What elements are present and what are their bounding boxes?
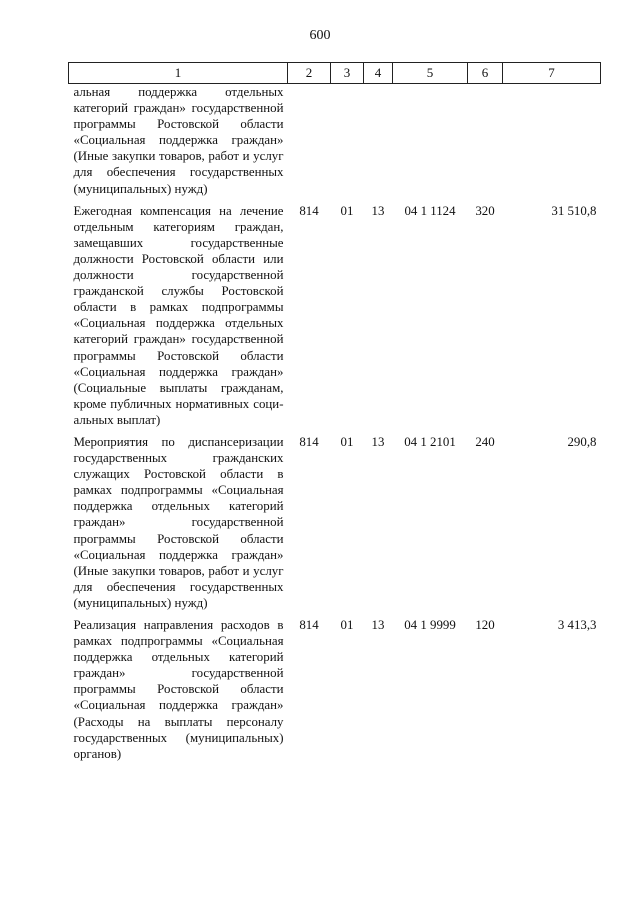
expense-type-code: 240	[475, 434, 495, 449]
ministry-code	[288, 84, 331, 197]
row-description: Ежегодная компенсация на лечение отдельным категориям граждан, замещавших государственные должности Ростовской области или должности государственной гражданской службы Ростовской области в рамках подпрограммы «Социальная поддержка отдельных категорий граждан» государственной программы Ростовской области «Социальная поддержка граждан» (Социальные выплаты гражданам, кроме публичных нормативных социальных выплат)	[73, 203, 284, 427]
table-row	[69, 197, 601, 428]
table-row	[69, 611, 601, 762]
page-number: 600	[309, 28, 331, 43]
row-description: Реализация направления расходов в рамках подпрограммы «Социальная поддержка отдельных категорий граждан» государственной программы Ростовской области «Социальная поддержка граждан» (Расходы на выплаты персоналу государственных (муниципальных) органов)	[73, 618, 284, 761]
target-article-code: 04 1 9999	[404, 618, 456, 632]
column-header-1: 1	[69, 63, 288, 84]
section-code: 01	[340, 434, 354, 449]
expense-type-code: 320	[475, 203, 495, 218]
row-description: альная поддержка отдельных категорий граждан» государственной программы Ростовской области «Социальная поддержка граждан» (Иные закупки товаров, работ и услуг для обеспечения государственных (муниципальных) нужд)	[73, 85, 284, 196]
table-header	[69, 63, 601, 84]
amount	[503, 84, 601, 197]
section-code	[331, 84, 364, 197]
column-header-5: 5	[393, 63, 468, 84]
row-description: Мероприятия по диспансеризации государственных гражданских служащих Ростовской области в рамках подпрограммы «Социальная поддержка отдельных категорий граждан» государственной программы Ростовской области «Социальная поддержка граждан» (Иные закупки товаров, работ и услуг для обеспечения государственных (муниципальных) нужд)	[73, 434, 284, 610]
section-code: 01	[340, 203, 354, 218]
subsection-code	[364, 84, 393, 197]
amount: 31 510,8	[551, 203, 597, 218]
budget-table	[68, 62, 601, 762]
subsection-code: 13	[371, 203, 385, 218]
amount: 3 413,3	[557, 618, 597, 632]
amount: 290,8	[567, 434, 597, 449]
ministry-code: 814	[299, 618, 319, 632]
column-header-4: 4	[364, 63, 393, 84]
subsection-code: 13	[371, 618, 385, 632]
column-header-6: 6	[468, 63, 503, 84]
table-row	[69, 428, 601, 611]
section-code: 01	[340, 618, 354, 632]
ministry-code: 814	[299, 203, 319, 218]
table-row	[69, 84, 601, 197]
column-header-2: 2	[288, 63, 331, 84]
expense-type-code: 120	[475, 618, 495, 632]
target-article-code: 04 1 1124	[404, 203, 456, 218]
column-header-3: 3	[331, 63, 364, 84]
ministry-code: 814	[299, 434, 319, 449]
target-article-code	[393, 84, 468, 197]
subsection-code: 13	[371, 434, 385, 449]
column-header-7: 7	[503, 63, 601, 84]
expense-type-code	[468, 84, 503, 197]
target-article-code: 04 1 2101	[404, 434, 456, 449]
